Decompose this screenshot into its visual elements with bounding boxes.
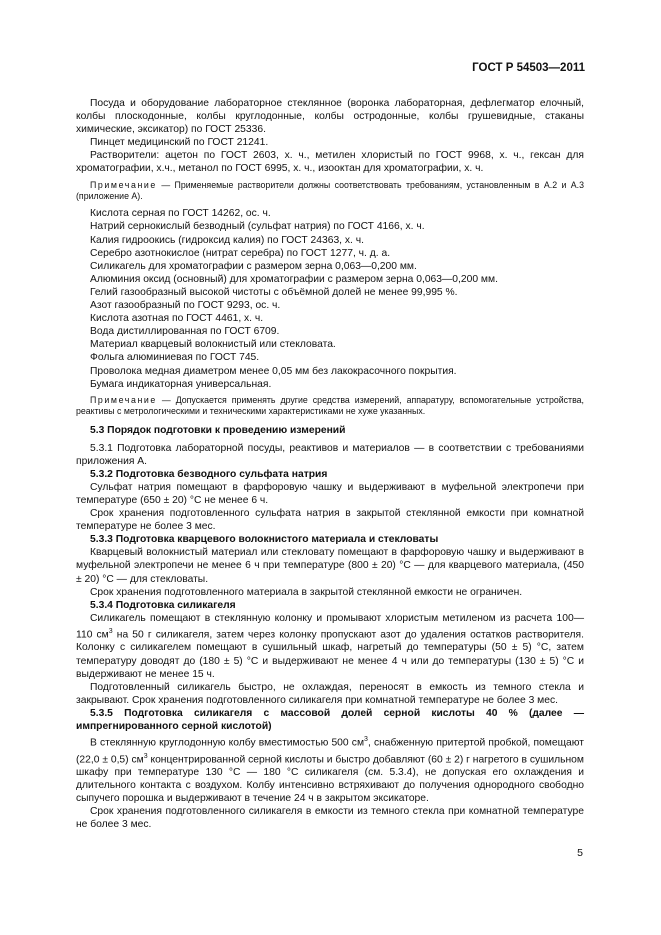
list-item: Проволока медная диаметром менее 0,05 мм без лакокрасочного покрытия.	[90, 365, 457, 377]
section-5-3-2-heading: 5.3.2 Подготовка безводного сульфата натрия	[90, 468, 328, 480]
tweezers-paragraph: Пинцет медицинский по ГОСТ 21241.	[90, 137, 269, 149]
superscript: 3	[143, 752, 148, 760]
section-5-3-1-paragraph: 5.3.1 Подготовка лабораторной посуды, реактивов и материалов — в соответствии с требованиями приложения А.	[76, 442, 584, 467]
text-span: , снабженную притертой пробкой, помещают (22,0 ± 0,5) см	[76, 737, 584, 766]
list-item: Калия гидроокись (гидроксид калия) по ГОСТ 24363, х. ч.	[90, 234, 364, 246]
text-span: В стеклянную круглодонную колбу вместимостью 500 см	[90, 737, 365, 749]
note-text: — Применяемые растворители должны соответствовать требованиям, установленным в А.2 и А.3 (приложение А).	[76, 179, 584, 201]
equipment-glassware-paragraph: Посуда и оборудование лабораторное стеклянное (воронка лабораторная, дефлегматор елочный, колбы плоскодонные, колбы круглодонные, колбы остродонные, колбы грушевидные, стаканы химические, эксикатор) по ГОСТ 25336.	[76, 98, 584, 136]
section-5-3-4-heading: 5.3.4 Подготовка силикагеля	[90, 599, 236, 611]
sodium-sulfate-prep-paragraph: Сульфат натрия помещают в фарфоровую чашку и выдерживают в муфельной электропечи при температуре (650 ± 20) °С не менее 6 ч.	[76, 481, 584, 506]
document-body	[76, 97, 584, 832]
list-item: Фольга алюминиевая по ГОСТ 745.	[90, 352, 260, 364]
silica-storage-paragraph: Подготовленный силикагель быстро, не охлаждая, переносят в емкость из темного стекла и закрывают. Срок хранения подготовленного силикагеля при комнатной температуре не более 3 мес.	[76, 681, 584, 706]
text-span: концентрированной серной кислоты и быстро добавляют (60 ± 2) г нагретого в сушильном шкафу при температуре 130 °С — 180 °С силикагеля (см. 5.3.4), не допуская его охлаждения и длительного контакта с воздухом. Колбу интенсивно встряхивают до получения однородного свободно сыпучего порошка и выдерживают в течение 24 ч в закрытом эксикаторе.	[76, 754, 584, 805]
section-5-3-5-heading: 5.3.5 Подготовка силикагеля с массовой долей серной кислоты 40 % (далее — импрегнированного серной кислотой)	[76, 707, 584, 732]
note-text: — Допускается применять другие средства измерений, аппаратуру, вспомогательные устройства, реактивы с метрологическими и техническими характеристиками не хуже указанных.	[76, 394, 584, 417]
solvents-paragraph: Растворители: ацетон по ГОСТ 2603, х. ч., метилен хлористый по ГОСТ 9968, х. ч., гексан для хроматографии, х.ч., метанол по ГОСТ 6995, х. ч., изооктан для хроматографии, х. ч.	[76, 150, 584, 175]
sodium-sulfate-storage-paragraph: Срок хранения подготовленного сульфата натрия в закрытой стеклянной емкости при комнатной температуре не более 3 мес.	[76, 508, 584, 533]
superscript: 3	[364, 736, 368, 744]
note-solvents	[76, 180, 584, 203]
section-5-3-3-heading: 5.3.3 Подготовка кварцевого волокнистого материала и стекловаты	[90, 534, 439, 546]
quartz-prep-paragraph: Кварцевый волокнистый материал или стекловату помещают в фарфоровую чашку и выдерживают в муфельной электропечи не менее 6 ч при температуре (800 ± 20) °С — для кварцевого материала, (450 ± 20) °С — для стекловаты.	[76, 547, 584, 585]
list-item: Силикагель для хроматографии с размером зерна 0,063—0,200 мм.	[90, 260, 417, 272]
text-span: Силикагель помещают в стеклянную колонку и промывают хлористым метиленом из расчета 100—110 см	[76, 612, 584, 641]
list-item: Азот газообразный по ГОСТ 9293, ос. ч.	[90, 300, 281, 312]
note-alternatives	[76, 395, 584, 418]
impregnated-silica-storage-paragraph: Срок хранения подготовленного силикагеля в емкости из темного стекла при комнатной температуре не более 3 мес.	[76, 806, 584, 831]
list-item: Серебро азотнокислое (нитрат серебра) по ГОСТ 1277, ч. д. а.	[90, 247, 391, 259]
list-item: Кислота серная по ГОСТ 14262, ос. ч.	[90, 208, 271, 220]
list-item: Натрий сернокислый безводный (сульфат натрия) по ГОСТ 4166, х. ч.	[90, 221, 425, 233]
impregnated-silica-prep-paragraph	[76, 733, 584, 805]
section-5-3-heading: 5.3 Порядок подготовки к проведению измерений	[90, 424, 346, 436]
reagents-list	[76, 207, 584, 390]
quartz-storage-paragraph: Срок хранения подготовленного материала в закрытой стеклянной емкости не ограничен.	[90, 586, 523, 598]
page-number: 5	[577, 847, 583, 859]
text-span: на 50 г силикагеля, затем через колонку пропускают азот до удаления остатков растворителя. Колонку с силикагелем помещают в сушильный шкаф, нагретый до температуры (50 ± 5) °С, затем температуру доводят до (180 ± 5) °С и выдерживают не менее 4 ч или до температуры (130 ± 5) °С и выдерживают не менее 15 ч.	[76, 629, 584, 680]
list-item: Материал кварцевый волокнистый или стекловата.	[90, 339, 336, 351]
list-item: Гелий газообразный высокой чистоты с объёмной долей не менее 99,995 %.	[90, 286, 458, 298]
list-item: Кислота азотная по ГОСТ 4461, х. ч.	[90, 313, 264, 325]
document-code-header: ГОСТ Р 54503—2011	[472, 62, 585, 74]
superscript: 3	[108, 627, 113, 635]
list-item: Алюминия оксид (основный) для хроматографии с размером зерна 0,063—0,200 мм.	[90, 273, 498, 285]
list-item: Бумага индикаторная универсальная.	[90, 378, 272, 390]
note-label: Примечание	[90, 394, 157, 405]
note-label: Примечание	[90, 179, 157, 190]
silica-prep-paragraph	[76, 612, 584, 681]
list-item: Вода дистиллированная по ГОСТ 6709.	[90, 326, 280, 338]
